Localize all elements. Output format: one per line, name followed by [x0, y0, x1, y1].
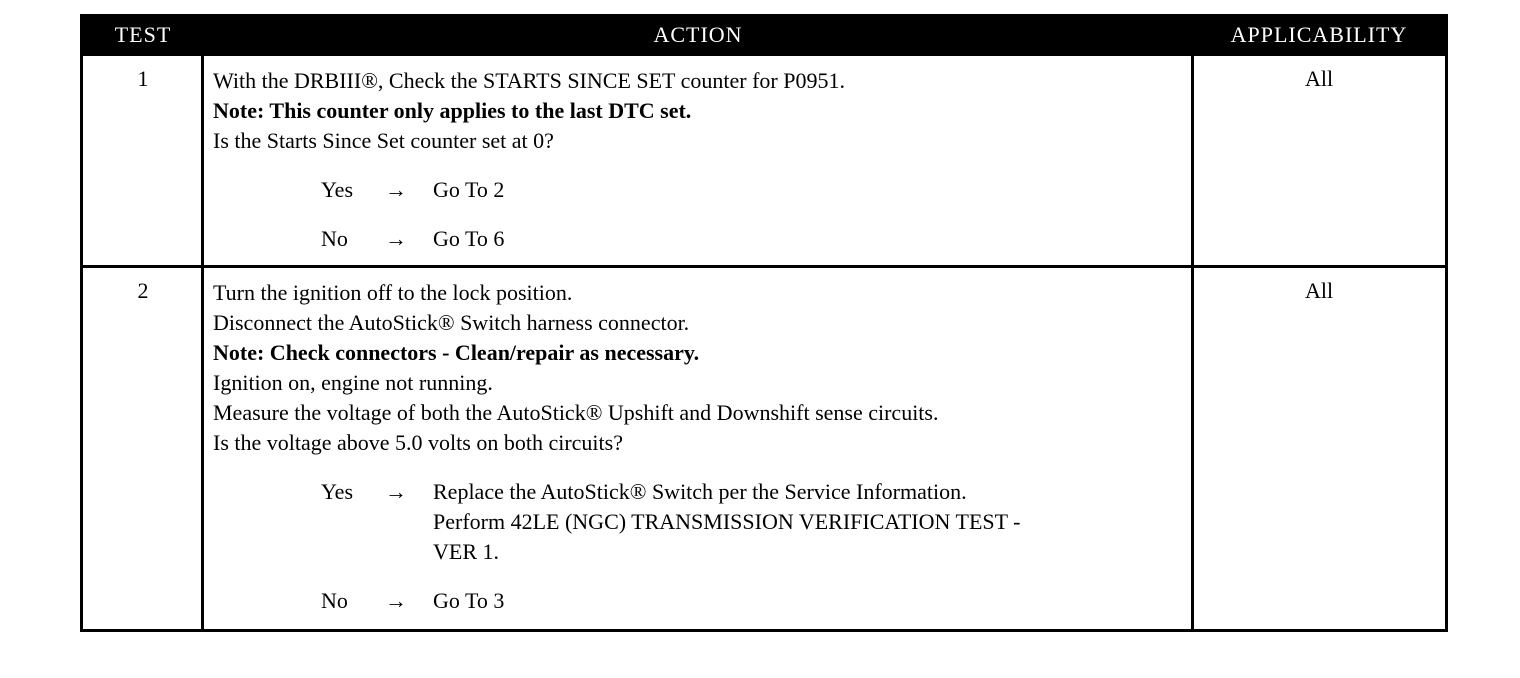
table-header: [83, 14, 1445, 56]
answer-result: Go To 6: [433, 226, 505, 251]
header-applicability: APPLICABILITY: [1230, 22, 1408, 47]
answer-yes: [213, 477, 1188, 567]
action-line: Disconnect the AutoStick® Switch harness connector.: [213, 310, 690, 335]
applicability-value: All: [1304, 278, 1334, 303]
action-question: Is the Starts Since Set counter set at 0?: [213, 128, 554, 153]
test-number: 2: [137, 278, 149, 303]
action-line: Ignition on, engine not running.: [213, 370, 493, 395]
answer-label: No: [321, 588, 348, 613]
arrow-icon: →: [385, 479, 407, 504]
diagnostic-test-table: [80, 14, 1448, 632]
action-note: Note: This counter only applies to the last DTC set.: [213, 98, 692, 123]
arrow-icon: →: [385, 177, 407, 202]
action-cell-test-2: [213, 278, 1188, 616]
column-divider: [1191, 56, 1194, 629]
answer-result: Go To 3: [433, 588, 505, 613]
action-cell-test-1: [213, 66, 1188, 254]
header-action: ACTION: [653, 22, 743, 47]
answer-result: Go To 2: [433, 177, 505, 202]
answer-result: Replace the AutoStick® Switch per the Service Information.: [433, 479, 967, 504]
action-line: Turn the ignition off to the lock position.: [213, 280, 573, 305]
answer-result: VER 1.: [433, 539, 499, 564]
column-divider: [201, 56, 204, 629]
action-note: Note: Check connectors - Clean/repair as necessary.: [213, 340, 700, 365]
answer-no: [213, 224, 1188, 254]
answer-label: Yes: [321, 479, 354, 504]
answer-label: Yes: [321, 177, 354, 202]
arrow-icon: →: [385, 588, 407, 613]
answer-yes: [213, 175, 1188, 205]
applicability-value: All: [1304, 66, 1334, 91]
action-question: Is the voltage above 5.0 volts on both circuits?: [213, 430, 623, 455]
test-number: 1: [137, 66, 149, 91]
action-line: Measure the voltage of both the AutoStick® Upshift and Downshift sense circuits.: [213, 400, 939, 425]
row-divider: [83, 265, 1445, 268]
answer-label: No: [321, 226, 348, 251]
arrow-icon: →: [385, 226, 407, 251]
action-line: With the DRBIII®, Check the STARTS SINCE SET counter for P0951.: [213, 68, 845, 93]
answer-result: Perform 42LE (NGC) TRANSMISSION VERIFICATION TEST -: [433, 509, 1021, 534]
answer-no: [213, 586, 1188, 616]
header-test: TEST: [114, 22, 172, 47]
